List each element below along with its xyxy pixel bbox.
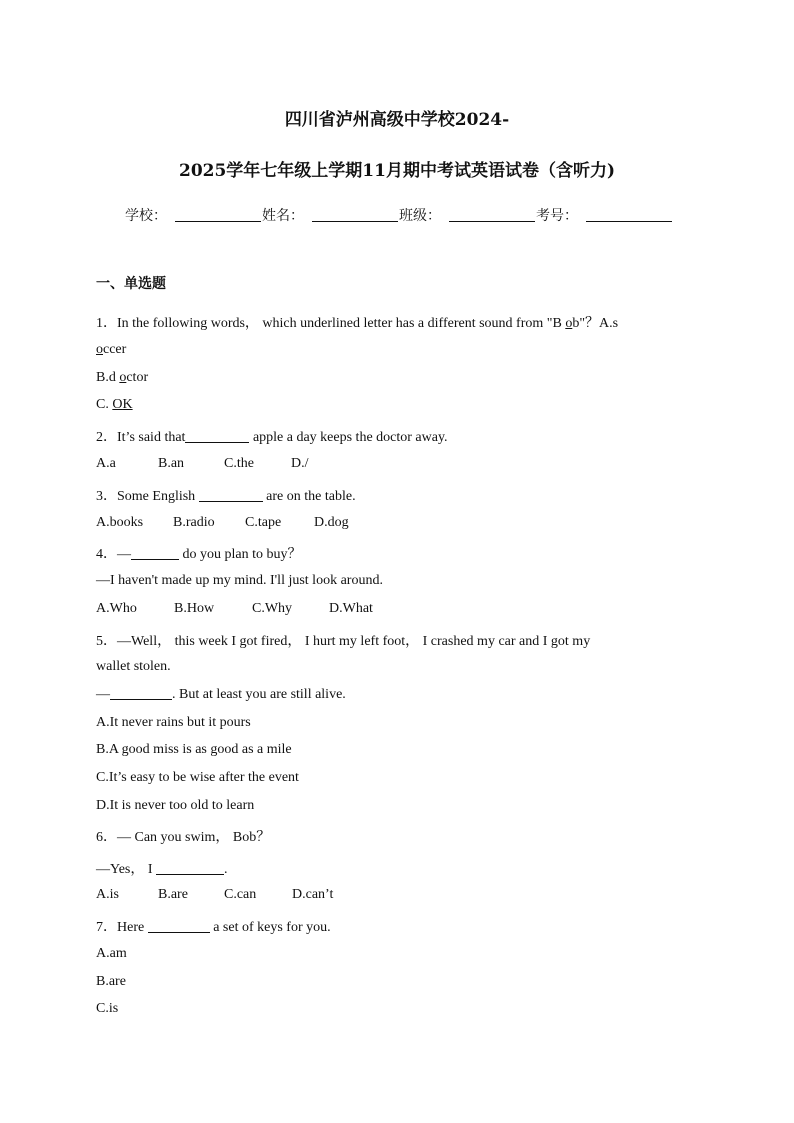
question-2-stem xyxy=(96,426,448,446)
question-6-options xyxy=(96,887,333,903)
question-5-stem-cont: wallet stolen. xyxy=(96,659,171,674)
school-blank[interactable] xyxy=(175,208,261,222)
q7-text-end: a set of keys for you. xyxy=(209,920,331,935)
question-1-option-a-cont xyxy=(96,342,126,358)
question-1-option-c[interactable] xyxy=(96,397,133,413)
question-3-options xyxy=(96,515,349,531)
number-blank[interactable] xyxy=(586,208,672,222)
q3-option-b[interactable]: B.radio xyxy=(173,515,215,530)
q1-text-end: b"？A.s xyxy=(572,316,619,331)
q6-reply-start: —Yes， I xyxy=(96,862,157,877)
question-4-stem xyxy=(96,543,302,563)
question-1-stem xyxy=(96,312,618,332)
q4-option-c[interactable]: C.Why xyxy=(252,601,293,616)
section-heading: 一、单选题 xyxy=(96,276,166,292)
q6-option-c[interactable]: C.can xyxy=(224,887,257,902)
school-label: 学校： xyxy=(125,208,167,224)
q4-text-end: do you plan to buy？ xyxy=(179,547,302,562)
question-6-stem: 6．— Can you swim， Bob？ xyxy=(96,830,271,845)
q5-option-b[interactable]: B.A good miss is as good as a mile xyxy=(96,742,292,757)
class-blank[interactable] xyxy=(449,208,535,222)
q2-option-b[interactable]: B.an xyxy=(158,456,185,471)
q1-opt-a-rest: ccer xyxy=(103,342,127,357)
q5-answer-blank[interactable] xyxy=(110,687,172,700)
q1-opt-b-start: B.d xyxy=(96,370,120,385)
exam-title-line1: 四川省泸州高级中学校2024- xyxy=(284,110,510,130)
q1-underlined-letter: o xyxy=(565,316,573,331)
question-4-options xyxy=(96,601,373,617)
q4-text-start: 4．— xyxy=(96,547,131,562)
q4-option-a[interactable]: A.Who xyxy=(96,601,137,616)
q2-option-c[interactable]: C.the xyxy=(224,456,254,471)
q4-option-d[interactable]: D.What xyxy=(329,601,373,616)
q4-option-b[interactable]: B.How xyxy=(174,601,215,616)
q5-option-c[interactable]: C.It’s easy to be wise after the event xyxy=(96,770,299,785)
q3-text-start: 3．Some English xyxy=(96,489,199,504)
question-5-reply xyxy=(96,687,346,703)
question-5-stem: 5．—Well， this week I got fired， I hurt my left foot， I crashed my car and I got my xyxy=(96,634,591,649)
q3-answer-blank[interactable] xyxy=(199,489,263,502)
q2-option-a[interactable]: A.a xyxy=(96,456,116,471)
q2-text-end: apple a day keeps the doctor away. xyxy=(249,430,448,445)
class-label: 班级： xyxy=(399,208,441,224)
q3-option-a[interactable]: A.books xyxy=(96,515,144,530)
name-label: 姓名： xyxy=(262,208,304,224)
q2-answer-blank[interactable] xyxy=(185,430,249,443)
question-1-option-b[interactable] xyxy=(96,370,148,386)
q6-reply-end: . xyxy=(224,862,228,877)
q2-text-start: 2．It’s said that xyxy=(96,430,186,445)
number-label: 考号： xyxy=(536,208,578,224)
q1-opt-c-underlined-k: K xyxy=(122,397,133,412)
q7-option-a[interactable]: A.am xyxy=(96,946,127,961)
question-7-stem xyxy=(96,916,331,936)
q1-opt-b-underlined: o xyxy=(119,370,127,385)
question-3-stem xyxy=(96,485,356,505)
q6-option-a[interactable]: A.is xyxy=(96,887,119,902)
q6-option-d[interactable]: D.can’t xyxy=(292,887,334,902)
q7-option-c[interactable]: C.is xyxy=(96,1001,119,1016)
q3-option-c[interactable]: C.tape xyxy=(245,515,282,530)
q1-opt-c-underlined-o: O xyxy=(112,397,123,412)
q5-reply-start: — xyxy=(96,687,110,702)
student-info-row xyxy=(125,205,673,225)
question-6-reply xyxy=(96,858,228,878)
q1-opt-a-underlined: o xyxy=(96,342,103,357)
name-blank[interactable] xyxy=(312,208,398,222)
exam-title-line2: 2025学年七年级上学期11月期中考试英语试卷（含听力) xyxy=(178,161,615,181)
q6-answer-blank[interactable] xyxy=(156,862,224,875)
q7-answer-blank[interactable] xyxy=(148,920,210,933)
q3-option-d[interactable]: D.dog xyxy=(314,515,349,530)
q1-opt-c-start: C. xyxy=(96,397,113,412)
q1-opt-b-rest: ctor xyxy=(126,370,149,385)
q7-text-start: 7．Here xyxy=(96,920,148,935)
q1-text: 1．In the following words， which underlined letter has a different sound from "B xyxy=(96,316,566,331)
question-2-options xyxy=(96,456,309,472)
q3-text-end: are on the table. xyxy=(262,489,356,504)
q5-option-d[interactable]: D.It is never too old to learn xyxy=(96,798,255,813)
question-4-reply: —I haven't made up my mind. I'll just look around. xyxy=(96,573,383,588)
q5-reply-end: . But at least you are still alive. xyxy=(172,687,346,702)
q4-answer-blank[interactable] xyxy=(131,547,179,560)
q6-option-b[interactable]: B.are xyxy=(158,887,188,902)
q5-option-a[interactable]: A.It never rains but it pours xyxy=(96,715,251,730)
q7-option-b[interactable]: B.are xyxy=(96,974,126,989)
q2-option-d[interactable]: D./ xyxy=(291,456,309,471)
